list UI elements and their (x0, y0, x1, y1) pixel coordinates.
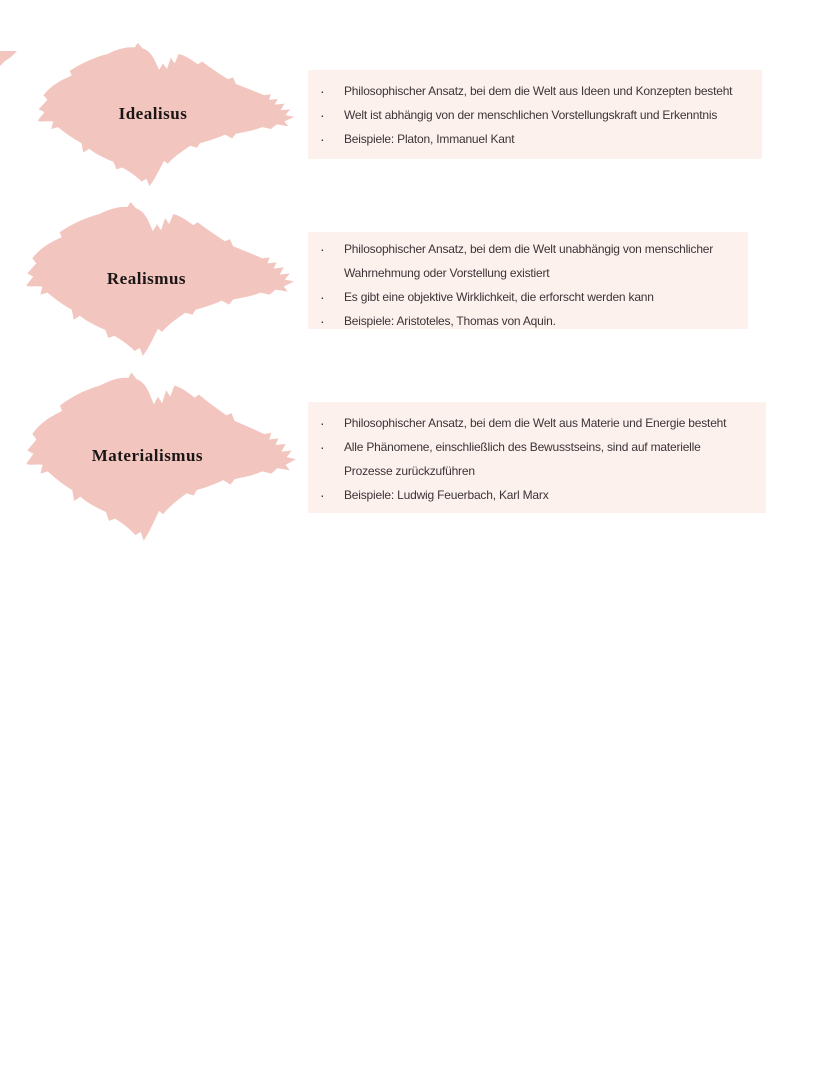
bullet-text: Prozesse zurückzuführen (344, 464, 475, 478)
realismus-blob (14, 197, 302, 360)
bullet-row (308, 435, 766, 459)
bullet-row (308, 261, 748, 285)
bullet-row (308, 411, 766, 435)
paint-splash-fragment-icon (0, 51, 18, 67)
bullet-text: Philosophischer Ansatz, bei dem die Welt unabhängig von menschlicher (344, 242, 714, 256)
idealisus-blob (26, 38, 302, 190)
bullet-dot: · (320, 289, 325, 305)
bullet-dot: · (320, 487, 325, 503)
idealisus-infobox (308, 70, 762, 159)
bullet-text: Welt ist abhängig von der menschlichen Vorstellungskraft und Erkenntnis (344, 108, 718, 122)
realismus-label: Realismus (106, 268, 187, 288)
materialismus-infobox (308, 402, 766, 513)
bullet-row (308, 237, 748, 261)
bullet-text: Es gibt eine objektive Wirklichkeit, die erforscht werden kann (344, 290, 654, 304)
bullet-dot (308, 459, 344, 483)
bullet-dot: · (320, 241, 325, 257)
bullet-text: Philosophischer Ansatz, bei dem die Welt aus Materie und Energie besteht (344, 416, 727, 430)
bullet-dot: · (320, 415, 325, 431)
bullet-dot: · (320, 131, 325, 147)
bullet-row (308, 127, 762, 151)
bullet-dot: · (320, 107, 325, 123)
bullet-dot: · (320, 313, 325, 329)
bullet-row (308, 103, 762, 127)
bullet-row (308, 459, 766, 483)
bullet-row (308, 309, 748, 333)
bullet-row (308, 285, 748, 309)
bullet-text: Philosophischer Ansatz, bei dem die Welt aus Ideen und Konzepten besteht (344, 84, 733, 98)
bullet-text: Wahrnehmung oder Vorstellung existiert (344, 266, 550, 280)
materialismus-blob (14, 367, 304, 545)
bullet-dot: · (320, 83, 325, 99)
materialismus-label: Materialismus (91, 446, 204, 465)
idealisus-label: Idealisus (118, 104, 188, 123)
bullet-text: Beispiele: Aristoteles, Thomas von Aquin. (344, 314, 556, 328)
bullet-row (308, 79, 762, 103)
bullet-text: Beispiele: Platon, Immanuel Kant (344, 132, 515, 146)
bullet-text: Alle Phänomene, einschließlich des Bewusstseins, sind auf materielle (344, 440, 701, 454)
bullet-text: Beispiele: Ludwig Feuerbach, Karl Marx (344, 488, 549, 502)
bullet-dot: · (320, 439, 325, 455)
realismus-infobox (308, 232, 748, 329)
bullet-row (308, 483, 766, 507)
bullet-dot (308, 261, 344, 285)
